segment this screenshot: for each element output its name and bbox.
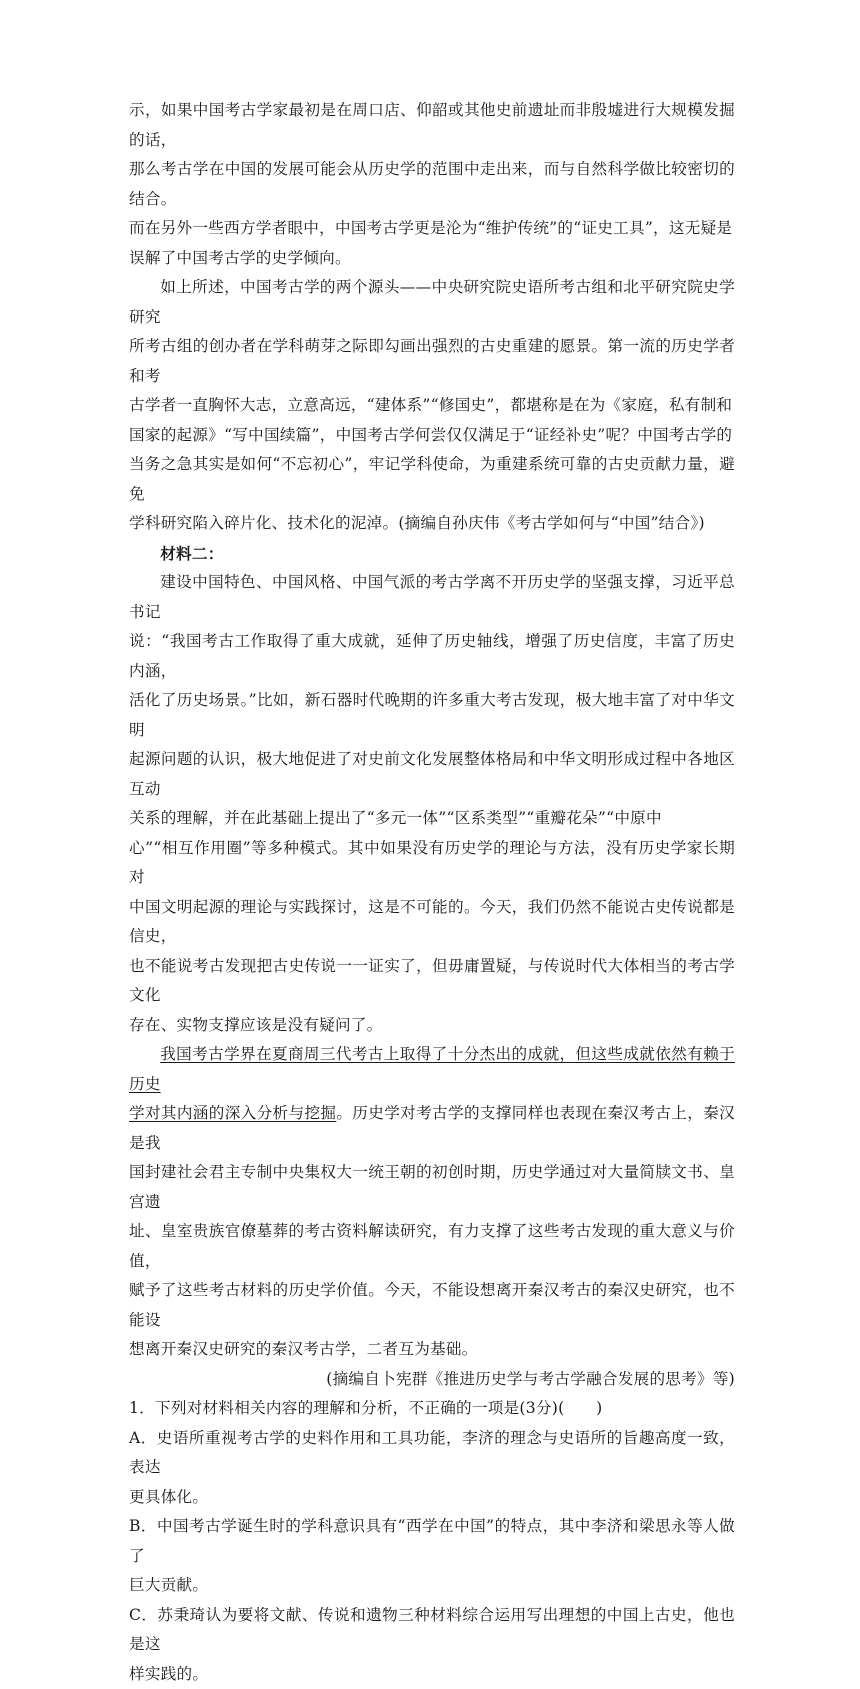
text-line: 示，如果中国考古学家最初是在周口店、仰韶或其他史前遗址而非殷墟进行大规模发掘的话，: [129, 96, 735, 155]
text-run: 。历史学对考古学的支撑同样也表现在秦汉考古上，秦汉是我: [129, 1104, 735, 1152]
option-text: A．史语所重视考古学的史料作用和工具功能，李济的理念与史语所的旨趣高度一致，表达: [129, 1424, 735, 1483]
text-line: 那么考古学在中国的发展可能会从历史学的范围中走出来，而与自然科学做比较密切的结合。: [129, 155, 735, 214]
text-line: 古学者一直胸怀大志，立意高远，“建体系”“修国史”，都堪称是在为《家庭，私有制和: [129, 391, 735, 421]
text-line: 关系的理解，并在此基础上提出了“多元一体”“区系类型”“重瓣花朵”“中原中: [129, 804, 735, 834]
text-line: [129, 1099, 735, 1158]
text-line: 存在、实物支撑应该是没有疑问了。: [129, 1011, 735, 1041]
option-text: 巨大贡献。: [129, 1571, 735, 1601]
text-line: 所考古组的创办者在学科萌芽之际即勾画出强烈的古史重建的愿景。第一流的历史学者和考: [129, 332, 735, 391]
text-line: 误解了中国考古学的史学倾向。: [129, 244, 735, 274]
underlined-sentence-end: 学对其内涵的深入分析与挖掘: [129, 1104, 336, 1122]
option-text: B．中国考古学诞生时的学科意识具有“西学在中国”的特点，其中李济和梁思永等人做了: [129, 1512, 735, 1571]
material-2-label: 材料二：: [129, 539, 735, 569]
text-line: 想离开秦汉史研究的秦汉考古学，二者互为基础。: [129, 1335, 735, 1365]
text-line: 赋予了这些考古材料的历史学价值。今天，不能设想离开秦汉考古的秦汉史研究，也不能设: [129, 1276, 735, 1335]
document-page: [129, 96, 735, 1689]
text-line: 也不能说考古发现把古史传说一一证实了，但毋庸置疑，与传说时代大体相当的考古学文化: [129, 952, 735, 1011]
paragraph-2: [129, 273, 735, 539]
text-line: 活化了历史场景。”比如，新石器时代晚期的许多重大考古发现，极大地丰富了对中华文明: [129, 686, 735, 745]
text-line: 址、皇室贵族官僚墓葬的考古资料解读研究，有力支撑了这些考古发现的重大意义与价值，: [129, 1217, 735, 1276]
paragraph-1: [129, 96, 735, 273]
option-text: C．苏秉琦认为要将文献、传说和遗物三种材料综合运用写出理想的中国上古史，他也是这: [129, 1601, 735, 1660]
text-line: 建设中国特色、中国风格、中国气派的考古学离不开历史学的坚强支撑，习近平总书记: [129, 568, 735, 627]
option-text: 样实践的。: [129, 1660, 735, 1689]
text-line: 当务之急其实是如何“不忘初心”，牢记学科使命，为重建系统可靠的古史贡献力量，避免: [129, 450, 735, 509]
option-a[interactable]: [129, 1424, 735, 1513]
text-line: 说：“我国考古工作取得了重大成就，延伸了历史轴线，增强了历史信度，丰富了历史内涵，: [129, 627, 735, 686]
option-c[interactable]: [129, 1601, 735, 1689]
text-line: 而在另外一些西方学者眼中，中国考古学更是沦为“维护传统”的“证史工具”，这无疑是: [129, 214, 735, 244]
text-line: 中国文明起源的理论与实践探讨，这是不可能的。今天，我们仍然不能说古史传说都是信史，: [129, 893, 735, 952]
source-citation: (摘编自卜宪群《推进历史学与考古学融合发展的思考》等): [129, 1365, 735, 1395]
text-line: 如上所述，中国考古学的两个源头——中央研究院史语所考古组和北平研究院史学研究: [129, 273, 735, 332]
text-line: 起源问题的认识，极大地促进了对史前文化发展整体格局和中华文明形成过程中各地区互动: [129, 745, 735, 804]
text-line: [129, 1040, 735, 1099]
paragraph-3: [129, 568, 735, 1040]
option-b[interactable]: [129, 1512, 735, 1601]
question-stem: 1．下列对材料相关内容的理解和分析，不正确的一项是(3分)( ): [129, 1394, 735, 1424]
paragraph-4: [129, 1040, 735, 1365]
text-line: 心”“相互作用圈”等多种模式。其中如果没有历史学的理论与方法，没有历史学家长期对: [129, 834, 735, 893]
text-line: 国封建社会君主专制中央集权大一统王朝的初创时期，历史学通过对大量简牍文书、皇宫遗: [129, 1158, 735, 1217]
text-line: 学科研究陷入碎片化、技术化的泥淖。(摘编自孙庆伟《考古学如何与“中国”结合》): [129, 509, 735, 539]
option-text: 更具体化。: [129, 1483, 735, 1513]
text-line: 国家的起源》“写中国续篇”，中国考古学何尝仅仅满足于“证经补史”呢？中国考古学的: [129, 421, 735, 451]
question-1: [129, 1394, 735, 1689]
underlined-sentence: 我国考古学界在夏商周三代考古上取得了十分杰出的成就，但这些成就依然有赖于历史: [129, 1045, 735, 1093]
